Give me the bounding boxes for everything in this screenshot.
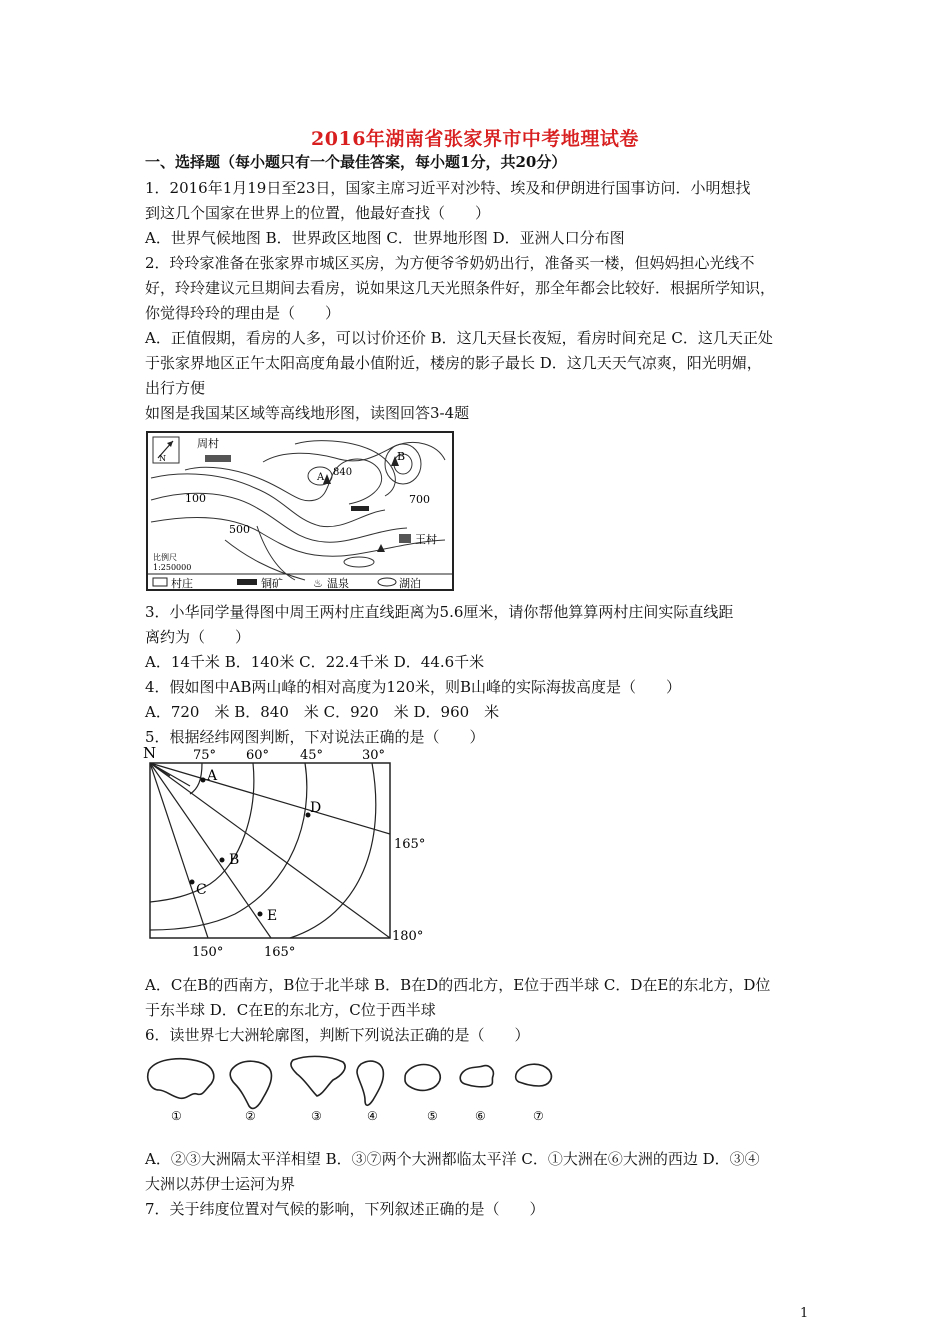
- q6-stem: 6．读世界七大洲轮廓图，判断下列说法正确的是（ ）: [145, 1026, 530, 1044]
- continent-south-america-icon: [357, 1061, 383, 1105]
- q2-options-line2: 于张家界地区正午太阳高度角最小值附近，楼房的影子最长 D．这几天天气凉爽，阳光明媚，: [145, 354, 762, 372]
- contour-700-label: 700: [409, 493, 430, 506]
- q1-options: A．世界气候地图 B．世界政区地图 C．世界地形图 D．亚洲人口分布图: [145, 229, 625, 247]
- lat-lon-grid: [140, 744, 440, 960]
- point-e-label: E: [267, 908, 278, 924]
- q2-stem-line2: 好，玲玲建议元旦期间去看房，说如果这几天光照条件好，那全年都会比较好．根据所学知识，: [145, 279, 776, 297]
- continent-north-america-icon: [291, 1056, 345, 1096]
- grid-top-label-30: 30°: [362, 748, 386, 763]
- legend-copper-icon: [237, 579, 257, 585]
- q2-stem-line1: 2．玲玲家准备在张家界市城区买房，为方便爷爷奶奶出行，准备买一楼，但妈妈担心光线不: [145, 254, 755, 272]
- grid-top-label-75: 75°: [193, 748, 217, 763]
- legend-hotspring: 温泉: [327, 577, 349, 590]
- point-a-label: A: [207, 768, 218, 784]
- q1-stem-line2: 到这几个国家在世界上的位置，他最好查找（ ）: [145, 204, 491, 222]
- continent-label-6: ⑥: [475, 1109, 486, 1123]
- continent-label-5: ⑤: [427, 1109, 438, 1123]
- point-c-label: C: [196, 882, 207, 898]
- grid-bottom-label-150: 150°: [192, 945, 224, 960]
- point-b-label: B: [229, 852, 240, 868]
- continent-europe-icon: [460, 1066, 493, 1087]
- q2-stem-line3: 你觉得玲玲的理由是（ ）: [145, 304, 341, 322]
- continent-label-2: ②: [245, 1109, 256, 1123]
- grid-right-label-165: 165°: [394, 837, 426, 852]
- grid-right-label-180: 180°: [392, 929, 424, 944]
- scale-label: 比例尺: [153, 553, 177, 562]
- q1-stem-line1: 1．2016年1月19日至23日，国家主席习近平对沙特、埃及和伊朗进行国事访问．小明想找: [145, 179, 751, 197]
- legend-lake: 湖泊: [399, 577, 421, 590]
- continent-oceania-icon: [516, 1064, 552, 1086]
- q5-options-line2: 于东半球 D．C在E的东北方，C位于西半球: [145, 1001, 436, 1019]
- continent-asia-icon: [148, 1059, 214, 1099]
- q2-options-line3: 出行方便: [145, 379, 206, 397]
- q5-options-line1: A．C在B的西南方，B位于北半球 B．B在D的西北方，E位于西半球 C．D在E的东北方，D位: [145, 976, 771, 994]
- village-wang-label: 王村: [415, 533, 437, 546]
- legend-hotspring-icon: ♨: [313, 577, 323, 590]
- q3-stem-line1: 3．小华同学量得图中周王两村庄直线距离为5.6厘米，请你帮他算算两村庄间实际直线距: [145, 603, 734, 621]
- legend-copper: 铜矿: [261, 577, 283, 590]
- q6-options-line1: A．②③大洲隔太平洋相望 B．③⑦两个大洲都临太平洋 C．①大洲在⑥大洲的西边 D．③④: [145, 1150, 760, 1168]
- continents-figure: [143, 1050, 563, 1124]
- page-number: 1: [800, 1306, 809, 1321]
- q2-options-line1: A．正值假期，看房的人多，可以讨价还价 B．这几天昼长夜短，看房时间充足 C．这几天正处: [145, 329, 773, 347]
- contour-500-label: 500: [229, 523, 250, 536]
- contour-100-label: 100: [185, 492, 206, 505]
- legend-village-icon: [153, 578, 167, 586]
- grid-bottom-label-165: 165°: [264, 945, 296, 960]
- peak-b-label: B: [397, 450, 406, 463]
- contour-840-label: 840: [333, 467, 353, 478]
- grid-top-label-60: 60°: [246, 748, 270, 763]
- north-label: N: [159, 454, 166, 463]
- grid-top-label-45: 45°: [300, 748, 324, 763]
- section-heading: 一、选择题（每小题只有一个最佳答案，每小题1分，共20分）: [145, 153, 567, 171]
- q7-stem: 7．关于纬度位置对气候的影响，下列叙述正确的是（ ）: [145, 1200, 545, 1218]
- legend-village: 村庄: [171, 577, 193, 590]
- continent-label-1: ①: [171, 1109, 182, 1123]
- continent-label-4: ④: [367, 1109, 378, 1123]
- q5-stem: 5．根据经纬网图判断，下对说法正确的是（ ）: [145, 728, 485, 746]
- continent-antarctica-icon: [405, 1065, 440, 1091]
- q6-options-line2: 大洲以苏伊士运河为界: [145, 1175, 296, 1193]
- grid-north-label: N: [143, 744, 157, 762]
- village-wang-icon: [399, 534, 411, 543]
- point-d-label: D: [310, 800, 322, 816]
- q4-stem: 4．假如图中AB两山峰的相对高度为120米，则B山峰的实际海拔高度是（ ）: [145, 678, 682, 696]
- q4-options: A．720 米 B．840 米 C．920 米 D．960 米: [145, 703, 500, 721]
- continent-label-7: ⑦: [533, 1109, 544, 1123]
- peak-a-label: A: [317, 472, 325, 483]
- scale-value: 1:250000: [153, 563, 192, 572]
- contour-map: [145, 430, 455, 594]
- legend-lake-icon: [378, 578, 396, 586]
- copper-mine-icon: [351, 506, 369, 511]
- q3-options: A．14千米 B．140米 C．22.4千米 D．44.6千米: [145, 653, 485, 671]
- village-zhou-icon: [205, 455, 231, 462]
- q34-intro: 如图是我国某区域等高线地形图，读图回答3-4题: [145, 404, 470, 422]
- village-zhou-label: 周村: [197, 437, 219, 450]
- exam-title: 2016年湖南省张家界市中考地理试卷: [311, 128, 639, 150]
- continent-africa-icon: [230, 1061, 271, 1108]
- q3-stem-line2: 离约为（ ）: [145, 628, 251, 646]
- continent-label-3: ③: [311, 1109, 322, 1123]
